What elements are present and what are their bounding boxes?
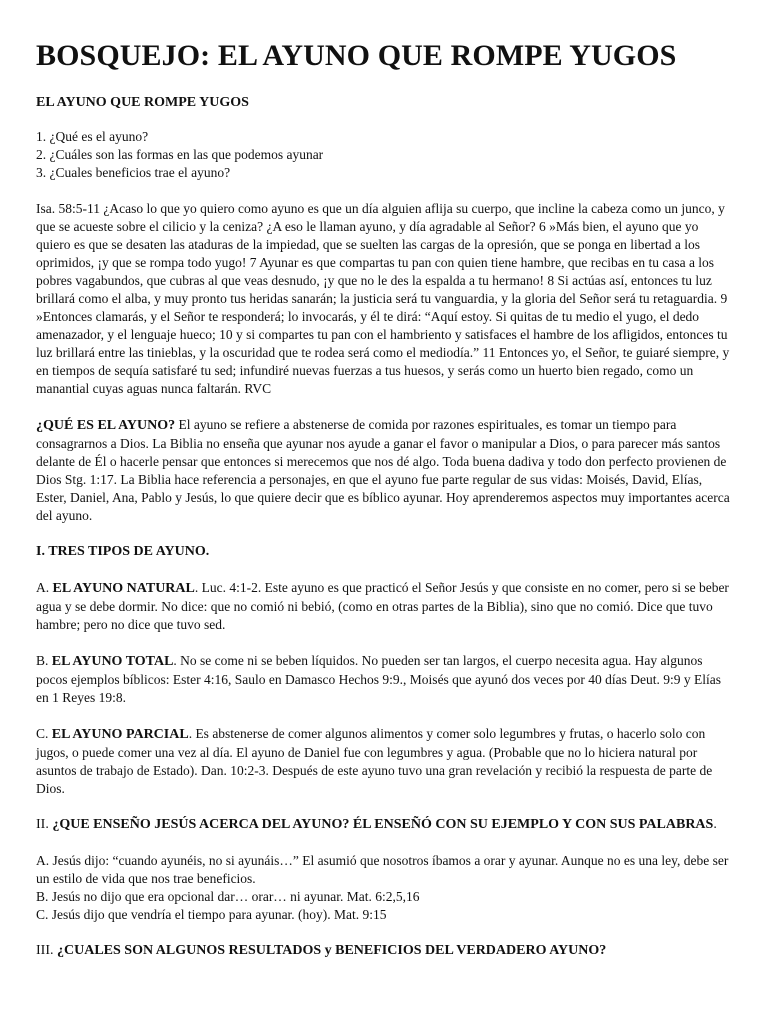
type-name: EL AYUNO TOTAL (51, 654, 174, 669)
section-3-roman: III. (36, 943, 57, 958)
outline-item: 2. ¿Cuáles son las formas en las que podemos ayunar (36, 147, 324, 162)
type-prefix: A. (36, 580, 53, 595)
list-item: A. Jesús dijo: “cuando ayunéis, no si ayunáis…” El asumió que nosotros íbamos a orar y ayunar. Aunque no es una ley, debe ser un estilo de vida que nos trae beneficios. (36, 853, 729, 886)
type-parcial (36, 725, 732, 798)
isaiah-passage: Isa. 58:5-11 ¿Acaso lo que yo quiero como ayuno es que un día alguien aflija su cuerpo, que incline la cabeza como un junco, y que se acueste sobre el cilicio y la ceniza? ¿A eso le llaman ayuno, y día agradable al Señor? 6 »Más bien, el ayuno que yo quiero es que se desaten las ataduras de la impiedad, que se suelten las cargas de la opresión, que se ponga en libertad a los oprimidos, ¡y que se rompa todo yugo! 7 Ayunar es que compartas tu pan con quien tiene hambre, que recibas en tu casa a los pobres vagabundos, que cubras al que veas desnudo, ¡y que no le des la espalda a tu hermano! 8 Si actúas así, entonces tu luz brillará como el alba, y muy pronto tus heridas sanarán; la justicia será tu vanguardia, y la gloria del Señor será tu retaguardia. 9 »Entonces clamarás, y el Señor te responderá; lo invocarás, y él te dirá: “Aquí estoy. Si quitas de tu medio el yugo, el dedo amenazador, y el lenguaje hueco; 10 y si compartes tu pan con el hambriento y satisfaces el hambre de los afligidos, entonces tu luz brillará entre las tinieblas, y la oscuridad que te rodea será como el mediodía.” 11 Entonces yo, el Señor, te guiaré siempre, y en tiempos de sequía satisfaré tu sed; infundiré nuevas fuerzas a tus huesos, y serás como un huerto bien regado, como un manantial cuyas aguas nunca faltarán. RVC (36, 201, 730, 396)
type-prefix: C. (36, 726, 52, 741)
document-subtitle: EL AYUNO QUE ROMPE YUGOS (36, 95, 249, 110)
document-title: BOSQUEJO: EL AYUNO QUE ROMPE YUGOS (36, 39, 677, 72)
section-2-title: ¿QUE ENSEÑO JESÚS ACERCA DEL AYUNO? ÉL ENSEÑÓ CON SU EJEMPLO Y CON SUS PALABRAS (52, 817, 714, 832)
section-3-heading (36, 942, 732, 960)
outline-list (36, 128, 732, 182)
section-1-heading: I. TRES TIPOS DE AYUNO. (36, 544, 210, 559)
type-natural (36, 579, 732, 634)
section-2-list (36, 852, 732, 924)
section-2-heading (36, 816, 732, 834)
section-3-title: ¿CUALES SON ALGUNOS RESULTADOS y BENEFICIOS DEL VERDADERO AYUNO? (57, 943, 607, 958)
que-es-text: El ayuno se refiere a abstenerse de comida por razones espirituales, es tomar un tiempo para consagrarnos a Dios. La Biblia no enseña que ayunar nos ayude a ganar el favor o manipular a Dios, o para parecer más santos delante de Él o hacerle pensar que entonces si merecemos que nos dé algo. Toda buena dadiva y todo don perfecto provienen de Dios Stg. 1:17. La Biblia hace referencia a personajes, en que el ayuno fue parte regular de sus vidas: Moisés, David, Elías, Ester, Daniel, Ana, Pablo y Jesús, lo que quiere decir que es bíblico ayunar. Hoy aprenderemos aspectos muy importantes acerca del ayuno. (36, 417, 730, 523)
section-2-roman: II. (36, 817, 53, 832)
section-2-trail: . (713, 817, 717, 832)
outline-item: 3. ¿Cuales beneficios trae el ayuno? (36, 165, 231, 180)
list-item: B. Jesús no dijo que era opcional dar… orar… ni ayunar. Mat. 6:2,5,16 (36, 889, 420, 904)
type-name: EL AYUNO NATURAL (52, 581, 195, 596)
type-text: . Luc. 4:1-2. Este ayuno es que practicó el Señor Jesús y que consiste en no comer, pero si se beber agua y se debe dormir. No dice: que no comió ni bebió, (como en otras partes de la Biblia), sino que no comió. Dice que tuvo hambre; pero no dice que tuvo sed. (36, 580, 729, 632)
que-es-lead: ¿QUÉ ES EL AYUNO? (36, 418, 176, 433)
que-es-paragraph (36, 416, 732, 525)
type-text: . No se come ni se beben líquidos. No pueden ser tan largos, el cuerpo necesita agua. Hay algunos pocos ejemplos bíblicos: Ester 4:16, Saulo en Damasco Hechos 9:9., Moisés que ayunó dos veces por 40 días Deut. 9:9 y Elías en 1 Reyes 19:8. (36, 653, 722, 705)
type-prefix: B. (36, 653, 52, 668)
type-text: . Es abstenerse de comer algunos alimentos y comer solo legumbres y frutas, o hacerlo solo con jugos, o puede comer una vez al día. El ayuno de Daniel fue con legumbres y agua. (Probable que no lo hiciera natural por asuntos de trabajo de Estado). Dan. 10:2-3. Después de este ayuno tuvo una gran revelación y recibió la respuesta de parte de Dios. (36, 726, 713, 796)
type-total (36, 652, 732, 707)
outline-item: 1. ¿Qué es el ayuno? (36, 129, 149, 144)
list-item: C. Jesús dijo que vendría el tiempo para ayunar. (hoy). Mat. 9:15 (36, 907, 387, 922)
type-name: EL AYUNO PARCIAL (51, 727, 189, 742)
